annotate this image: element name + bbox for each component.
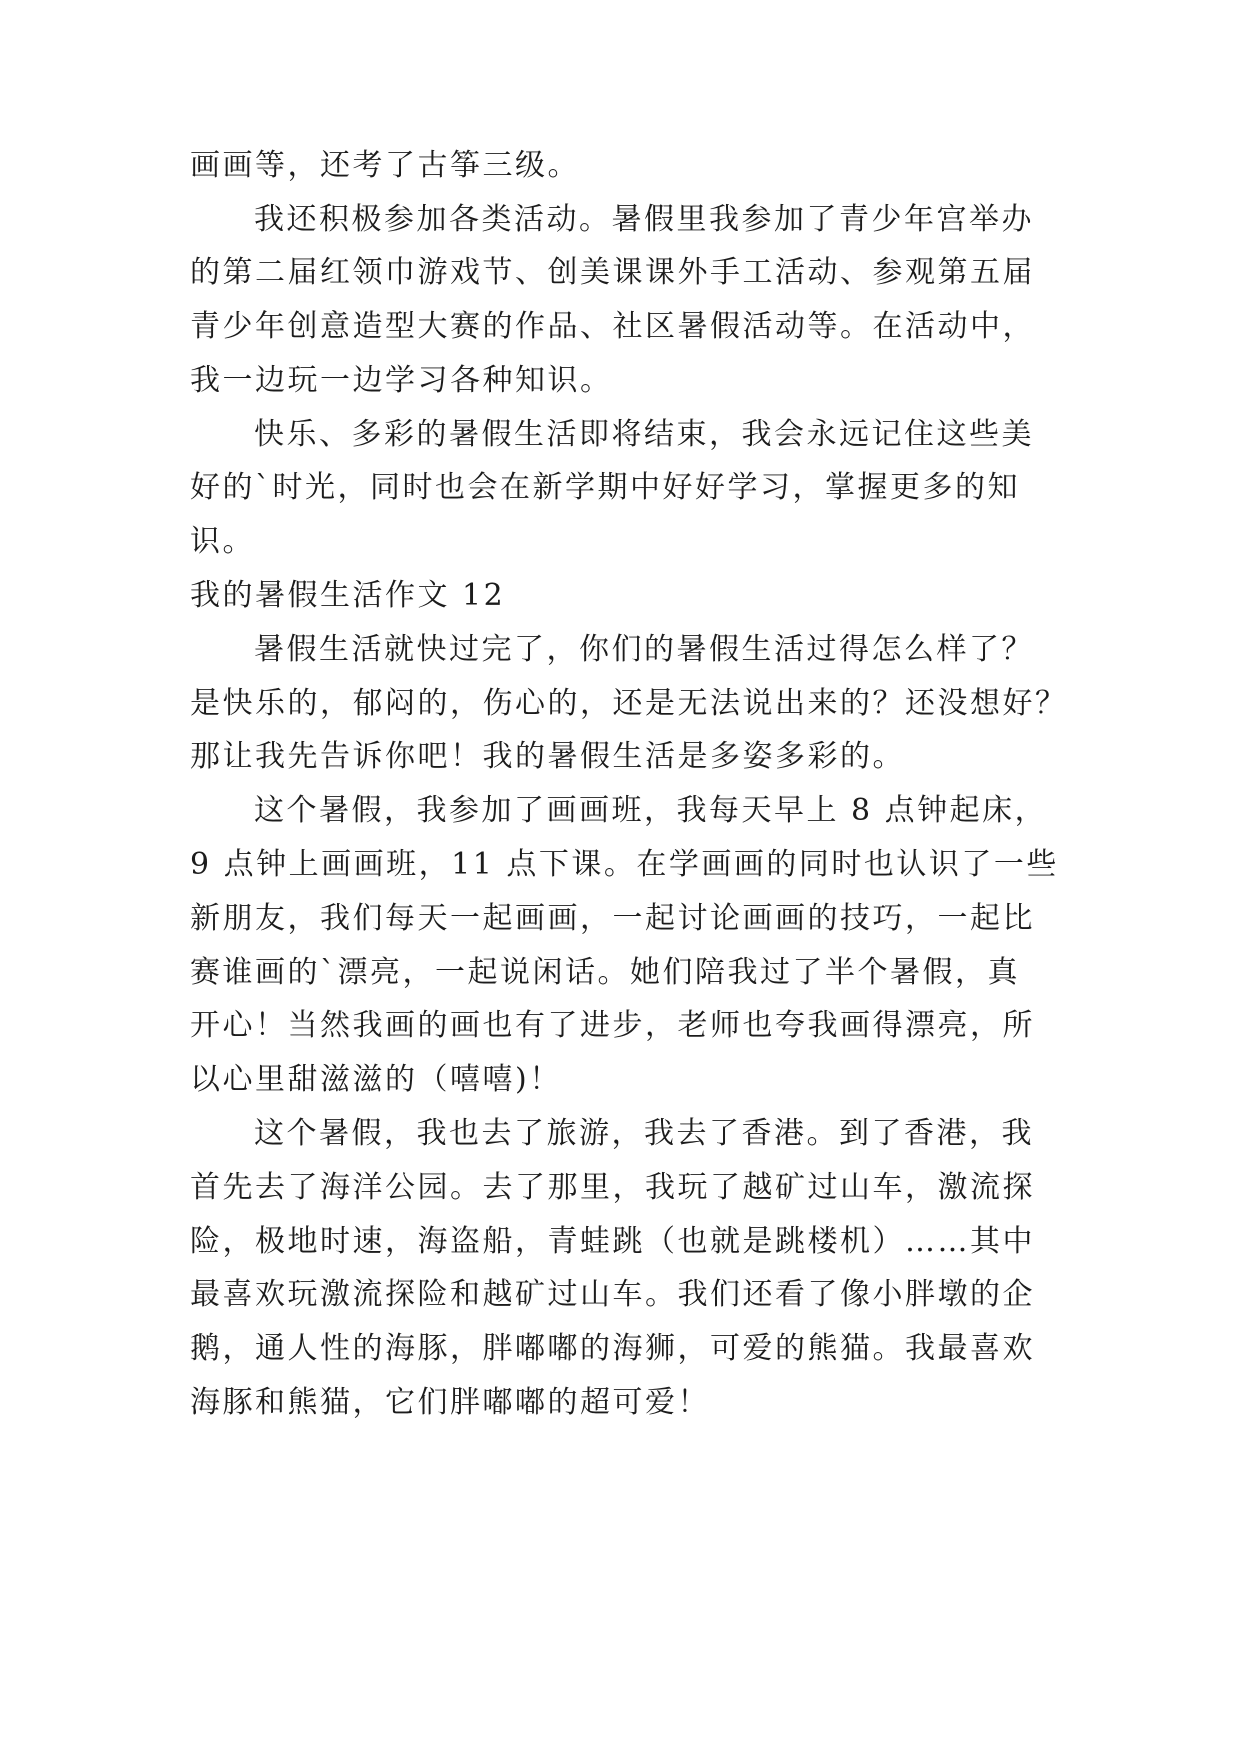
text-line: 那让我先告诉你吧！我的暑假生活是多姿多彩的。 — [190, 739, 905, 774]
text-line: 快乐、多彩的暑假生活即将结束，我会永远记住这些美 — [254, 417, 1034, 452]
text-line: 识。 — [190, 524, 255, 559]
text-line: 9 点钟上画画班，11 点下课。在学画画的同时也认识了一些 — [190, 847, 1059, 882]
text-line: 画画等，还考了古筝三级。 — [190, 148, 580, 183]
text-line: 暑假生活就快过完了，你们的暑假生活过得怎么样了？ — [254, 632, 1034, 667]
text-line: 以心里甜滋滋的（嘻嘻)！ — [190, 1062, 562, 1097]
text-line: 新朋友，我们每天一起画画，一起讨论画画的技巧，一起比 — [190, 901, 1035, 936]
text-line: 好的`时光，同时也会在新学期中好好学习，掌握更多的知 — [190, 470, 1020, 505]
text-line: 是快乐的，郁闷的，伤心的，还是无法说出来的？还没想好？ — [190, 686, 1068, 721]
text-line: 的第二届红领巾游戏节、创美课课外手工活动、参观第五届 — [190, 255, 1035, 290]
text-line: 我还积极参加各类活动。暑假里我参加了青少年宫举办 — [254, 202, 1034, 237]
text-line: 开心！当然我画的画也有了进步，老师也夸我画得漂亮，所 — [190, 1008, 1035, 1043]
text-line: 首先去了海洋公园。去了那里，我玩了越矿过山车，激流探 — [190, 1170, 1035, 1205]
text-line: 青少年创意造型大赛的作品、社区暑假活动等。在活动中， — [190, 309, 1035, 344]
text-line: 这个暑假，我参加了画画班，我每天早上 8 点钟起床， — [254, 793, 1048, 828]
text-line: 我一边玩一边学习各种知识。 — [190, 363, 613, 398]
text-line: 赛谁画的`漂亮，一起说闲话。她们陪我过了半个暑假，真 — [190, 955, 1020, 990]
section-heading: 我的暑假生活作文 12 — [190, 578, 506, 613]
text-line: 这个暑假，我也去了旅游，我去了香港。到了香港，我 — [254, 1116, 1034, 1151]
text-line: 最喜欢玩激流探险和越矿过山车。我们还看了像小胖墩的企 — [190, 1277, 1035, 1312]
text-line: 险，极地时速，海盗船，青蛙跳（也就是跳楼机）……其中 — [190, 1224, 1035, 1259]
text-line: 鹅，通人性的海豚，胖嘟嘟的海狮，可爱的熊猫。我最喜欢 — [190, 1331, 1035, 1366]
text-line: 海豚和熊猫，它们胖嘟嘟的超可爱！ — [190, 1385, 710, 1420]
